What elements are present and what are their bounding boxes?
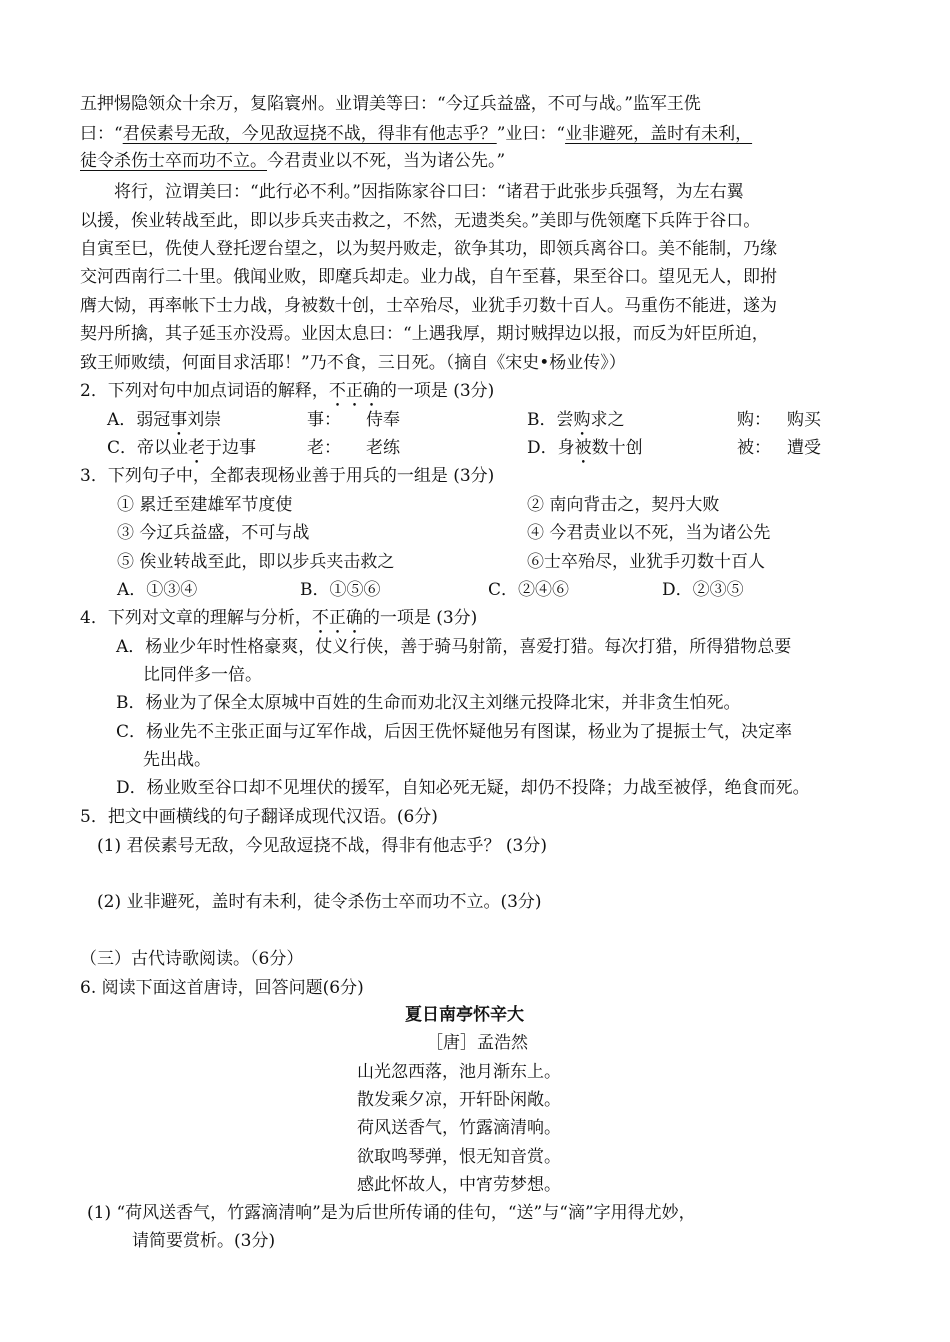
q2-option-d: D．身被数十创: [527, 438, 643, 458]
q2-option-a: A．弱冠事刘崇: [107, 410, 222, 430]
passage-text: ”业曰：“: [496, 124, 566, 144]
q2-option-d-word: 被：: [737, 438, 771, 458]
q2-option-d-gloss: 遭受: [787, 438, 821, 458]
question-4-stem: [80, 607, 477, 638]
q2-option-b: B．尝购求之: [527, 410, 625, 430]
poem-title: 夏日南亭怀辛大: [405, 1005, 524, 1025]
passage-text: 今君责业以不死，当为诸公先。”: [267, 151, 506, 171]
stem-text: 4．下列对文章的理解与分析，: [80, 608, 312, 628]
question-6-stem: 6. 阅读下面这首唐诗，回答问题(6分): [80, 978, 364, 998]
poem-line: 欲取鸣琴弹，恨无知音赏。: [357, 1147, 561, 1167]
q3-option-d: D．②③⑤: [662, 580, 744, 600]
passage-text: 曰：“: [80, 124, 123, 144]
underlined-sentence: 君侯素号无敌，今见敌逗挠不战，得非有他志乎？: [122, 124, 497, 144]
q2-option-b-word: 购：: [737, 410, 771, 430]
passage-line: 自寅至巳，侁使人登托逻台望之，以为契丹败走，欲争其功，即领兵离谷口。美不能制，乃缘: [80, 239, 777, 259]
passage-line: 交河西南行二十里。俄闻业败，即麾兵却走。业力战，自午至暮，果至谷口。望见无人，即拊: [80, 267, 777, 287]
passage-line: 膺大恸，再率帐下士力战，身被数十创，士卒殆尽，业犹手刃数十百人。马重伤不能进，遂为: [80, 296, 777, 316]
q4-option-d: D．杨业败至谷口却不见埋伏的援军，自知必死无疑，却仍不投降；力战至被俘，绝食而死。: [116, 778, 810, 798]
stem-text: 的一项是 (3分): [379, 381, 495, 401]
q4-option-c-cont: 先出战。: [143, 750, 211, 770]
passage-line: 契丹所擒，其子延玉亦没焉。业因太息曰：“上遇我厚，期讨贼捍边以报，而反为奸臣所迫，: [80, 324, 769, 344]
stem-text: 2．下列对句中加点词语的解释，: [80, 381, 329, 401]
poem-line: 山光忽西落，池月渐东上。: [357, 1062, 561, 1082]
q2-option-c-gloss: 老练: [366, 438, 400, 458]
q2-option-c: C．帝以业老于边事: [107, 438, 257, 458]
q3-item-4: ④ 今君责业以不死，当为诸公先: [527, 523, 771, 543]
stem-emphasis: 不正确: [311, 608, 363, 628]
poem-line: 感此怀故人，中宵劳梦想。: [357, 1175, 561, 1195]
passage-line: 五押惕隐领众十余万，复陷寰州。业谓美等曰：“今辽兵益盛，不可与战。”监军王侁: [80, 94, 701, 114]
underlined-sentence: 业非避死，盖时有未利，: [565, 124, 753, 144]
question-5-stem: 5．把文中画横线的句子翻译成现代汉语。(6分): [80, 807, 438, 827]
poem-line: 散发乘夕凉，开轩卧闲敞。: [357, 1090, 561, 1110]
q3-item-3: ③ 今辽兵益盛，不可与战: [117, 523, 310, 543]
passage-line: [80, 150, 505, 172]
q3-option-c: C．②④⑥: [488, 580, 570, 600]
q4-option-a: A．杨业少年时性格豪爽，仗义行侠，善于骑马射箭，喜爱打猎。每次打猎，所得猎物总要: [116, 637, 792, 657]
q2-option-b-gloss: 购买: [787, 410, 821, 430]
q3-item-5: ⑤ 俟业转战至此，即以步兵夹击救之: [117, 552, 395, 572]
poem-author: ［唐］孟浩然: [426, 1033, 528, 1053]
q5-sentence-2: (2) 业非避死，盖时有未利，徒令杀伤士卒而功不立。(3分): [97, 892, 542, 912]
underlined-sentence: 徒令杀伤士卒而功不立。: [80, 151, 267, 171]
q6-part-1-cont: 请简要赏析。(3分): [132, 1231, 276, 1251]
q3-option-a: A．①③④: [117, 580, 198, 600]
passage-line: [80, 123, 752, 145]
q4-option-a-cont: 比同伴多一倍。: [143, 665, 262, 685]
q2-option-a-word: 事：: [307, 410, 341, 430]
q3-item-2: ② 南向背击之，契丹大败: [527, 495, 720, 515]
question-3-stem: 3．下列句子中，全都表现杨业善于用兵的一组是 (3分): [80, 466, 495, 486]
q4-option-b: B．杨业为了保全太原城中百姓的生命而劝北汉主刘继元投降北宋，并非贪生怕死。: [116, 693, 741, 713]
q2-option-a-gloss: 侍奉: [366, 410, 400, 430]
q3-item-6: ⑥士卒殆尽，业犹手刃数十百人: [527, 552, 765, 572]
stem-text: 的一项是 (3分): [362, 608, 478, 628]
passage-line: 致王师败绩，何面目求活耶！”乃不食，三日死。（摘自《宋史•杨业传》）: [80, 353, 626, 373]
poem-line: 荷风送香气，竹露滴清响。: [357, 1118, 561, 1138]
q5-sentence-1: (1) 君侯素号无敌，今见敌逗挠不战，得非有他志乎？ (3分): [97, 836, 547, 856]
passage-line: 以援，俟业转战至此，即以步兵夹击救之，不然，无遗类矣。”美即与侁领麾下兵阵于谷口。: [80, 211, 761, 231]
passage-line: 将行，泣谓美曰：“此行必不利。”因指陈家谷口曰：“诸君于此张步兵强弩，为左右翼: [114, 182, 744, 202]
q3-item-1: ① 累迁至建雄军节度使: [117, 495, 293, 515]
q3-option-b: B．①⑤⑥: [300, 580, 381, 600]
section-heading: （三）古代诗歌阅读。（6分）: [80, 949, 304, 969]
q6-part-1: (1) “荷风送香气，竹露滴清响”是为后世所传诵的佳句，“送”与“滴”字用得尤妙，: [87, 1203, 696, 1223]
q4-option-c: C．杨业先不主张正面与辽军作战，后因王侁怀疑他另有图谋，杨业为了提振士气，决定率: [116, 722, 793, 742]
q2-option-c-word: 老：: [307, 438, 341, 458]
question-2-stem: [80, 380, 494, 411]
stem-emphasis: 不正确: [328, 381, 380, 401]
